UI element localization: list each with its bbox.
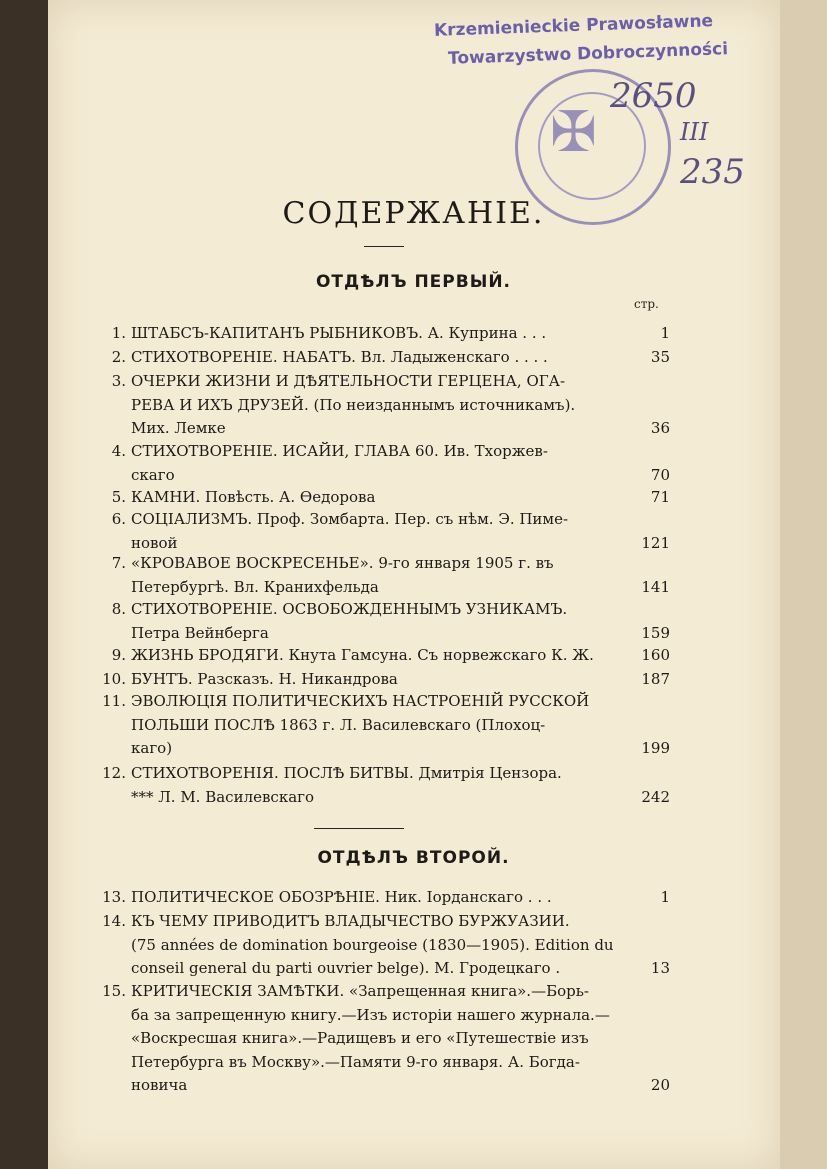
handwritten-number-1: 2650 bbox=[610, 76, 697, 116]
entry-page-number: 1 bbox=[660, 324, 670, 342]
entry-number: 14. bbox=[102, 912, 126, 930]
entry-text-line: ОЧЕРКИ ЖИЗНИ И ДѢЯТЕЛЬНОСТИ ГЕРЦЕНА, ОГА- bbox=[131, 372, 566, 390]
title-rule bbox=[364, 246, 404, 247]
entry-page-number: 1 bbox=[660, 888, 670, 906]
entry-number: 3. bbox=[111, 372, 126, 390]
entry-text-line: ШТАБСЪ-КАПИТАНЪ РЫБНИКОВЪ. А. Куприна . . . bbox=[131, 324, 547, 342]
section-heading-1: ОТДѢЛЪ ПЕРВЫЙ. bbox=[315, 272, 512, 292]
entry-text-line: скаго bbox=[131, 465, 175, 484]
entry-text-line: conseil general du parti ouvrier belge). М. Гродецкаго . bbox=[131, 959, 561, 977]
entry-page-number: 160 bbox=[641, 646, 670, 664]
entry-text-line: БУНТЪ. Разсказъ. Н. Никандрова bbox=[131, 670, 398, 688]
entry-text-line: КРИТИЧЕСКІЯ ЗАМѢТКИ. «Запрещенная книга».—Борь- bbox=[131, 982, 589, 1000]
entry-page-number: 70 bbox=[650, 465, 670, 484]
entry-page-number: 199 bbox=[641, 739, 670, 757]
entry-text-line: СТИХОТВОРЕНІЕ. НАБАТЪ. Вл. Ладыженскаго . . . . bbox=[131, 348, 548, 366]
entry-page-number: 36 bbox=[650, 419, 670, 437]
entry-number: 11. bbox=[102, 692, 126, 710]
eagle-icon: ✠ bbox=[550, 100, 597, 165]
entry-number: 10. bbox=[102, 670, 126, 688]
entry-number: 2. bbox=[111, 348, 126, 366]
handwritten-number-3: 235 bbox=[680, 152, 745, 192]
entry-text-line: РЕВА И ИХЪ ДРУЗЕЙ. (По неизданнымъ источникамъ). bbox=[131, 395, 576, 414]
entry-page-number: 159 bbox=[641, 623, 670, 642]
page-title: СОДЕРЖАНІЕ. bbox=[282, 196, 545, 231]
entry-text-line: Петра Вейнберга bbox=[131, 623, 269, 642]
entry-text-line: КЪ ЧЕМУ ПРИВОДИТЪ ВЛАДЫЧЕСТВО БУРЖУАЗИИ. bbox=[131, 912, 570, 930]
entry-number: 7. bbox=[111, 554, 126, 572]
section-heading-2: ОТДѢЛЪ ВТОРОЙ. bbox=[317, 848, 510, 868]
entry-number: 8. bbox=[111, 600, 126, 618]
entry-text-line: «КРОВАВОЕ ВОСКРЕСЕНЬЕ». 9-го января 1905 г. въ bbox=[131, 554, 554, 572]
entry-text-line: ЭВОЛЮЦІЯ ПОЛИТИЧЕСКИХЪ НАСТРОЕНІЙ РУССКОЙ bbox=[131, 692, 590, 710]
entry-number: 15. bbox=[102, 982, 126, 1000]
stamp-line-2: Towarzystwo Dobroczynności bbox=[447, 39, 729, 69]
entry-text-line: «Воскресшая книга».—Радищевъ и его «Путешествіе изъ bbox=[131, 1029, 589, 1047]
entry-text-line: СТИХОТВОРЕНІЕ. ИСАЙИ, ГЛАВА 60. Ив. Тхоржев- bbox=[131, 442, 548, 460]
entry-page-number: 242 bbox=[641, 787, 670, 806]
entry-number: 12. bbox=[102, 764, 126, 782]
entry-page-number: 20 bbox=[650, 1076, 670, 1094]
stamp-line-1: Krzemienieckie Prawosławne bbox=[433, 11, 714, 41]
entry-text-line: Петербургѣ. Вл. Кранихфельда bbox=[131, 577, 379, 596]
entry-number: 5. bbox=[111, 488, 126, 506]
section-rule bbox=[314, 828, 404, 829]
entry-page-number: 13 bbox=[650, 959, 670, 977]
entry-text-line: ПОЛИТИЧЕСКОЕ ОБОЗРѢНІЕ. Ник. Іорданскаго . . . bbox=[131, 888, 552, 906]
entry-text-line: СТИХОТВОРЕНІЕ. ОСВОБОЖДЕННЫМЪ УЗНИКАМЪ. bbox=[131, 600, 568, 618]
entry-text-line: новича bbox=[131, 1076, 188, 1094]
entry-page-number: 141 bbox=[641, 577, 670, 596]
entry-text-line: ба за запрещенную книгу.—Изъ исторіи нашего журнала.— bbox=[131, 1005, 610, 1024]
handwritten-number-2: III bbox=[680, 118, 709, 146]
entry-text-line: каго) bbox=[131, 739, 173, 757]
entry-page-number: 121 bbox=[641, 533, 670, 552]
entry-text-line: СТИХОТВОРЕНІЯ. ПОСЛѢ БИТВЫ. Дмитрія Цензора. bbox=[131, 764, 562, 782]
entry-page-number: 71 bbox=[650, 488, 670, 506]
library-stamp bbox=[430, 11, 770, 224]
entry-number: 6. bbox=[111, 510, 126, 528]
entry-text-line: Петербурга въ Москву».—Памяти 9-го января. А. Богда- bbox=[131, 1052, 580, 1071]
entry-text-line: КАМНИ. Повѣсть. А. Ѳедорова bbox=[131, 488, 376, 506]
entry-number: 9. bbox=[111, 646, 126, 664]
entry-page-number: 187 bbox=[641, 670, 670, 688]
entry-text-line: *** Л. М. Василевскаго bbox=[131, 787, 315, 806]
entry-number: 1. bbox=[111, 324, 126, 342]
entry-page-number: 35 bbox=[650, 348, 670, 366]
entry-text-line: ЖИЗНЬ БРОДЯГИ. Кнута Гамсуна. Съ норвежскаго К. Ж. bbox=[131, 646, 594, 664]
entry-text-line: СОЦІАЛИЗМЪ. Проф. Зомбарта. Пер. съ нѣм. Э. Пиме- bbox=[131, 510, 569, 528]
page-edge bbox=[780, 0, 827, 1169]
page-column-label: стр. bbox=[634, 297, 659, 311]
entry-number: 13. bbox=[102, 888, 126, 906]
entry-text-line: Мих. Лемке bbox=[131, 419, 226, 437]
entry-number: 4. bbox=[111, 442, 126, 460]
entry-text-line: (75 années de domination bourgeoise (1830—1905). Edition du bbox=[131, 935, 614, 954]
entry-text-line: ПОЛЬШИ ПОСЛѢ 1863 г. Л. Василевскаго (Плохоц- bbox=[131, 715, 546, 734]
entry-text-line: новой bbox=[131, 533, 178, 552]
